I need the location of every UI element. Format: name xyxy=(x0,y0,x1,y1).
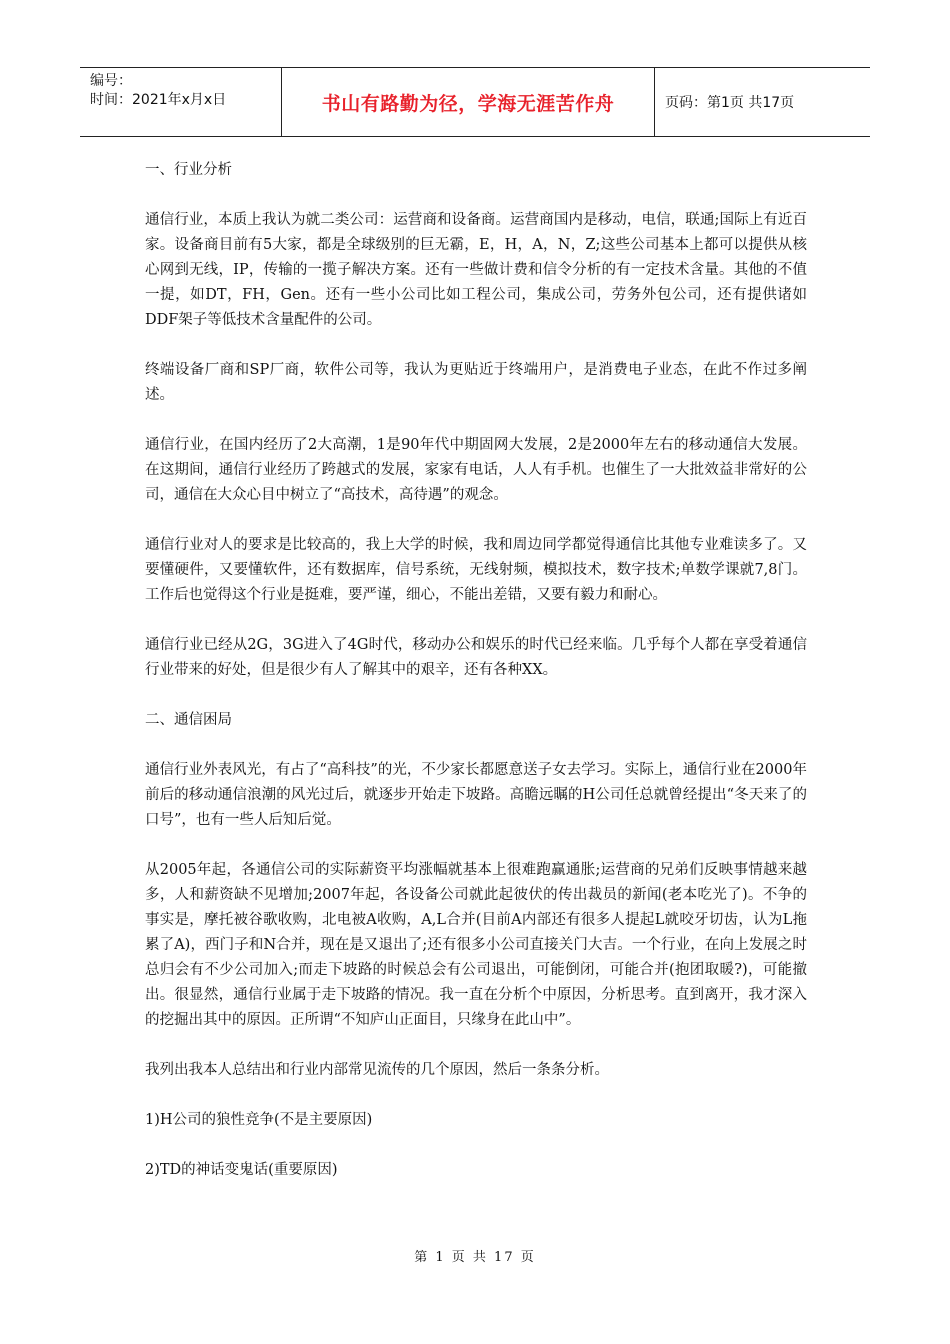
paragraph: 通信行业对人的要求是比较高的，我上大学的时候，我和周边同学都觉得通信比其他专业难读多了。又要懂硬件，又要懂软件，还有数据库，信号系统，无线射频，模拟技术，数字技术;单数学课就7,8门。工作后也觉得这个行业是挺难，要严谨，细心，不能出差错，又要有毅力和耐心。 xyxy=(145,537,807,603)
time-label: 时间：2021年x月x日 xyxy=(90,92,227,108)
header-motto: 书山有路勤为径，学海无涯苦作舟 xyxy=(282,68,655,136)
paragraph: 通信行业，本质上我认为就二类公司：运营商和设备商。运营商国内是移动，电信，联通;国际上有近百家。设备商目前有5大家，都是全球级别的巨无霸，E，H，A，N，Z;这些公司基本上都可以提供从核心网到无线，IP，传输的一揽子解决方案。还有一些做计费和信令分析的有一定技术含量。其他的不值一提，如DT，FH，Gen。还有一些小公司比如工程公司，集成公司，劳务外包公司，还有提供诸如DDF架子等低技术含量配件的公司。 xyxy=(145,212,807,328)
page-header xyxy=(80,67,870,137)
list-item: 2)TD的神话变鬼话(重要原因) xyxy=(145,1162,338,1178)
page-footer: 第 1 页 共 17 页 xyxy=(414,1250,536,1265)
header-page-info: 页码：第1页 共17页 xyxy=(665,95,795,111)
paragraph: 我列出我本人总结出和行业内部常见流传的几个原因，然后一条条分析。 xyxy=(145,1062,609,1078)
section-heading-1: 一、行业分析 xyxy=(145,162,232,178)
document-body xyxy=(145,158,807,1208)
section-heading-2: 二、通信困局 xyxy=(145,712,232,728)
paragraph: 通信行业外表风光，有占了“高科技”的光，不少家长都愿意送子女去学习。实际上，通信行业在2000年前后的移动通信浪潮的风光过后，就逐步开始走下坡路。高瞻远瞩的H公司任总就曾经提出“冬天来了的口号”，也有一些人后知后觉。 xyxy=(145,762,807,828)
number-label: 编号： xyxy=(90,73,132,89)
header-meta xyxy=(80,68,282,136)
paragraph: 通信行业已经从2G，3G进入了4G时代，移动办公和娱乐的时代已经来临。几乎每个人都在享受着通信行业带来的好处，但是很少有人了解其中的艰辛，还有各种XX。 xyxy=(145,637,807,678)
list-item: 1)H公司的狼性竞争(不是主要原因) xyxy=(145,1112,373,1128)
paragraph: 从2005年起，各通信公司的实际薪资平均涨幅就基本上很难跑赢通胀;运营商的兄弟们反映事情越来越多，人和薪资缺不见增加;2007年起，各设备公司就此起彼伏的传出裁员的新闻(老本吃光了)。不争的事实是，摩托被谷歌收购，北电被A收购，A,L合并(目前A内部还有很多人提起L就咬牙切齿，认为L拖累了A)，西门子和N合并，现在是又退出了;还有很多小公司直接关门大吉。一个行业，在向上发展之时总归会有不少公司加入;而走下坡路的时候总会有公司退出，可能倒闭，可能合并(抱团取暖?)，可能撤出。很显然，通信行业属于走下坡路的情况。我一直在分析个中原因，分析思考。直到离开，我才深入的挖掘出其中的原因。正所谓“不知庐山正面目，只缘身在此山中”。 xyxy=(145,862,807,1028)
paragraph: 终端设备厂商和SP厂商，软件公司等，我认为更贴近于终端用户，是消费电子业态，在此不作过多阐述。 xyxy=(145,362,807,403)
paragraph: 通信行业，在国内经历了2大高潮，1是90年代中期固网大发展，2是2000年左右的移动通信大发展。在这期间，通信行业经历了跨越式的发展，家家有电话，人人有手机。也催生了一大批效益非常好的公司，通信在大众心目中树立了“高技术，高待遇”的观念。 xyxy=(145,437,807,503)
